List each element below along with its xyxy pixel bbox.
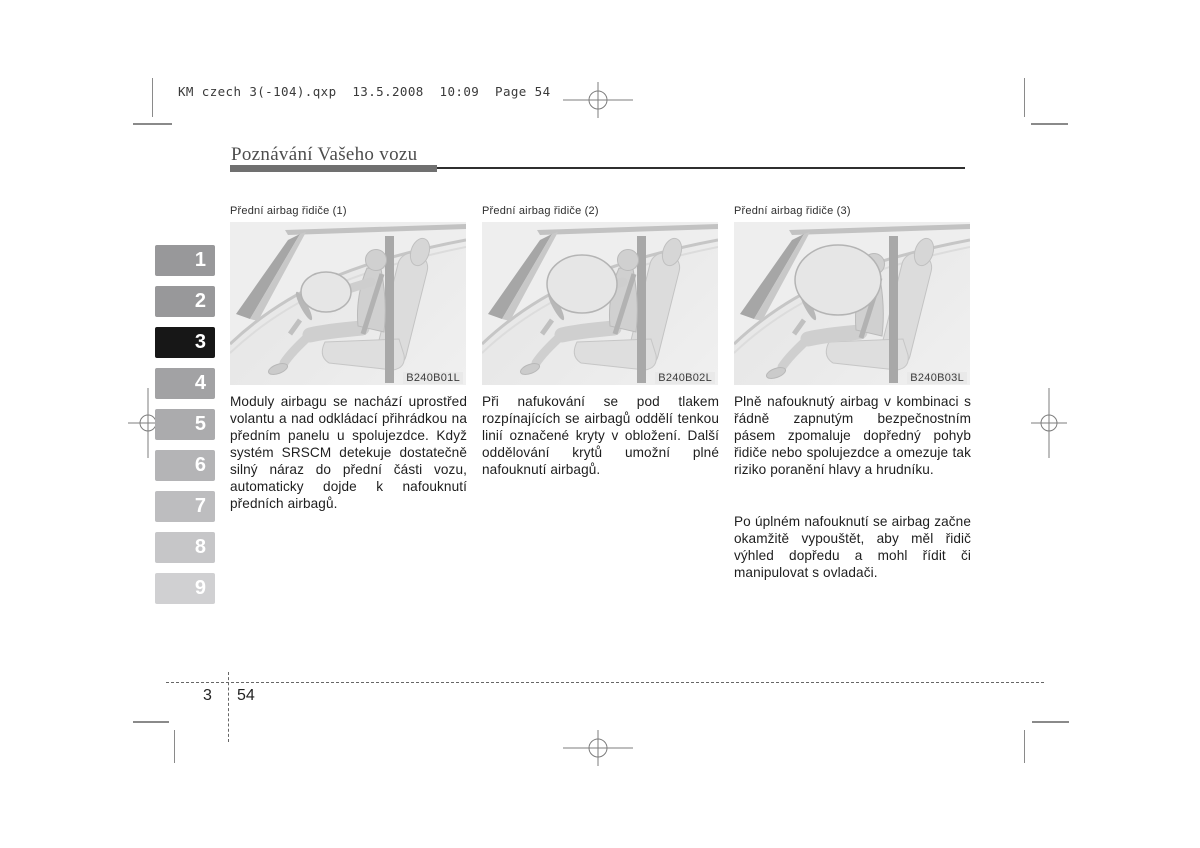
- crop-mark-bottom-left-v: [174, 730, 175, 763]
- sidebar-tab-1: 1: [155, 245, 215, 276]
- sidebar-tab-2: 2: [155, 286, 215, 317]
- footer-chapter-number: 3: [203, 687, 212, 704]
- text-column-2: [482, 393, 719, 478]
- figure-image: [482, 222, 718, 385]
- text-column-3: [734, 393, 971, 581]
- footer-rule: [166, 682, 1044, 683]
- figure-caption: Přední airbag řidiče (1): [230, 205, 347, 217]
- registration-mark-bottom-center: [558, 708, 638, 788]
- footer-divider: [228, 672, 229, 742]
- figure-code: B240B03L: [907, 372, 967, 384]
- crop-mark-bottom-right-v: [1024, 730, 1025, 763]
- car-interior-illustration: [482, 222, 718, 385]
- b-pillar: [889, 236, 898, 383]
- airbag-shape: [795, 245, 881, 315]
- sidebar-tab-8: 8: [155, 532, 215, 563]
- crop-mark-top-right-v: [1024, 78, 1025, 117]
- car-interior-illustration: [230, 222, 466, 385]
- figure-panel: [734, 205, 970, 385]
- sidebar-tab-6: 6: [155, 450, 215, 481]
- page-title: Poznávání Vašeho vozu: [231, 144, 418, 165]
- figure-code: B240B01L: [403, 372, 463, 384]
- sidebar-tab-9: 9: [155, 573, 215, 604]
- paragraph: Moduly airbagu se nachází uprostřed volantu a nad odkládací přihrádkou na předním panelu u spolujezdce. Když systém SRSCM detekuje dostatečně silný náraz do přední části vozu, automaticky dojde k nafouknutí předních airbagů.: [230, 394, 467, 511]
- sidebar-tab-3-active: 3: [155, 327, 215, 358]
- footer-page-number: 54: [237, 687, 255, 704]
- figure-caption: Přední airbag řidiče (3): [734, 205, 851, 217]
- crop-mark-bottom-right-h: [1032, 721, 1069, 723]
- sidebar-tabs: [155, 245, 215, 605]
- sidebar-tab-5: 5: [155, 409, 215, 440]
- car-interior-illustration: [734, 222, 970, 385]
- registration-mark-top-center: [558, 60, 638, 140]
- airbag-shape: [301, 272, 351, 312]
- paragraph: Po úplném nafouknutí se airbag začne okamžitě vypouštět, aby měl řidič výhled dopředu a mohl řídit či manipulovat s ovladači.: [734, 514, 971, 580]
- crop-mark-top-right-h: [1031, 123, 1068, 125]
- airbag-shape: [547, 255, 617, 313]
- paragraph: Plně nafouknutý airbag v kombinaci s řádně zapnutým bezpečnostním pásem zpomaluje dopředný pohyb řidiče nebo spolujezdce a omezuje tak riziko poranění hlavy a hrudníku.: [734, 394, 971, 477]
- text-column-1: [230, 393, 467, 512]
- figure-panel: [230, 205, 466, 385]
- figure-caption: Přední airbag řidiče (2): [482, 205, 599, 217]
- figure-code: B240B02L: [655, 372, 715, 384]
- figure-image: [230, 222, 466, 385]
- sidebar-tab-7: 7: [155, 491, 215, 522]
- crop-mark-top-left-h: [133, 123, 172, 125]
- title-rule-thick: [230, 165, 437, 172]
- print-job-header: KM czech 3(-104).qxp 13.5.2008 10:09 Page 54: [178, 84, 551, 99]
- figure-panel: [482, 205, 718, 385]
- crop-mark-top-left-v: [152, 78, 153, 117]
- crop-mark-bottom-left-h: [133, 721, 169, 723]
- paragraph: Při nafukování se pod tlakem rozpínajících se airbagů oddělí tenkou linií označené kryty v obložení. Další oddělování krytů umožní plné nafouknutí airbagů.: [482, 394, 719, 477]
- registration-mark-right-middle: [1009, 383, 1089, 463]
- figure-image: [734, 222, 970, 385]
- sidebar-tab-4: 4: [155, 368, 215, 399]
